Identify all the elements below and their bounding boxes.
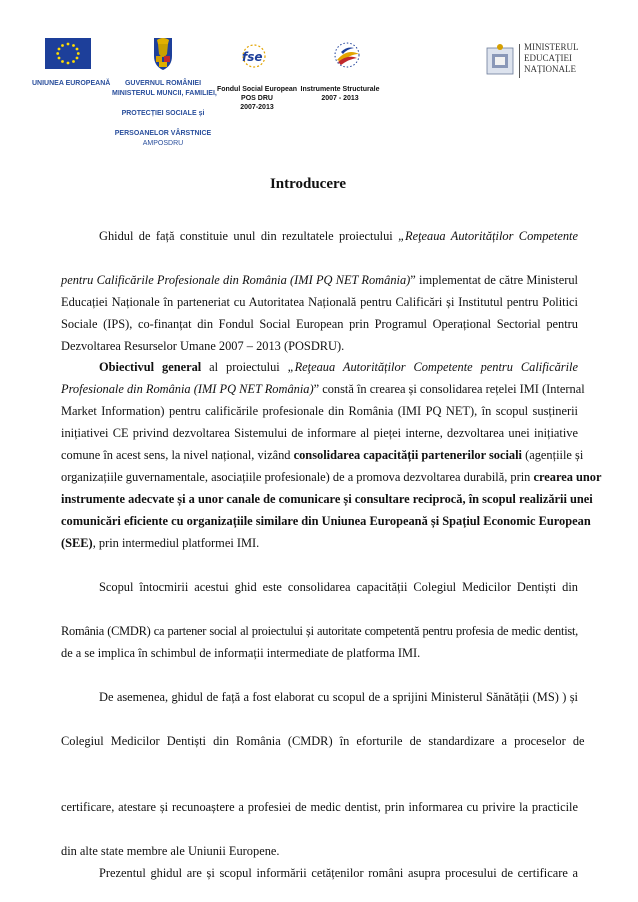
paragraph-2-line-6: organizațiile guvernamentale, asociațiile profesionale) de a promova dezvoltarea durabilă, prin crearea unor [61, 470, 602, 484]
ministry-logo-line-3: NAȚIONALE [524, 64, 576, 74]
gov-caption-5: AMPOSDRU [142, 140, 184, 147]
ministry-logo-divider [519, 44, 520, 78]
paragraph-4-line-1: De asemenea, ghidul de față a fost elaborat cu scopul de a sprijini Ministerul Sănătății (MS) ) și [99, 690, 578, 704]
paragraph-1-line-2: pentru Calificările Profesionale din România (IMI PQ NET România)” implementat de către Ministerul [61, 273, 578, 287]
page-title: Introducere [269, 176, 347, 192]
fse-caption-2: POS DRU [241, 95, 273, 102]
paragraph-1-line-3: Educației Naționale în parteneriat cu Autoritatea Națională pentru Calificări și Institutul pentru Politici [61, 295, 578, 309]
ministry-logo-line-1: MINISTERUL [524, 42, 579, 52]
ministry-education-logo [484, 42, 516, 78]
eu-caption: UNIUNEA EUROPEANĂ [32, 80, 111, 87]
paragraph-4-line-2: Colegiul Medicilor Dentiști din România (CMDR) în eforturile de standardizare a proceselor de [61, 734, 585, 748]
eu-flag-logo [45, 38, 91, 69]
paragraph-2-line-9: (SEE), prin intermediul platformei IMI. [61, 536, 260, 550]
paragraph-1-line-5: Dezvoltarea Resurselor Umane 2007 – 2013 (POSDRU). [61, 339, 345, 353]
fse-logo [238, 42, 268, 70]
paragraph-2-line-4: inițiativei CE privind dezvoltarea Sistemului de informare al pieței interne, dezvoltarea unei inițiative [61, 426, 578, 440]
is-caption-1: Instrumente Structurale [300, 86, 380, 93]
paragraph-2-line-5: comune în acest sens, la nivel național, vizând consolidarea capacității partenerilor sociali (agențiile și [61, 448, 584, 462]
paragraph-3-line-2: România (CMDR) ca partener social al proiectului și autoritate competentă pentru profesia de medic dentist, [61, 624, 578, 638]
paragraph-2-line-8: comunicări eficiente cu organizațiile similare din Uniunea Europeană și Spațiul Economic European [61, 514, 591, 528]
fse-caption-1: Fondul Social European [216, 86, 298, 93]
fse-logo-text: fse [242, 50, 263, 64]
paragraph-4-line-3: certificare, atestare și recunoaștere a profesiei de medic dentist, prin informarea cu privire la practicile [61, 800, 578, 814]
paragraph-5-line-1: Prezentul ghidul are și scopul informării cetățenilor români asupra procesului de certificare a [99, 866, 578, 880]
romania-coat-of-arms-logo [150, 34, 176, 72]
paragraph-4-line-4: din alte state membre ale Uniunii Europene. [61, 844, 280, 858]
paragraph-2-line-1: Obiectivul general al proiectului „Reţeaua Autorităților Competente pentru Calificările [99, 360, 578, 374]
paragraph-2-line-3: Market Information) pentru calificările profesionale din România (IMI PQ NET), în scopul susținerii [61, 404, 578, 418]
gov-caption-3: PROTECȚIEI SOCIALE și [121, 110, 205, 117]
gov-caption-1: GUVERNUL ROMÂNIEI [124, 80, 202, 87]
fse-caption-3: 2007-2013 [240, 104, 274, 111]
gov-caption-4: PERSOANELOR VÂRSTNICE [114, 130, 212, 137]
gov-caption-2: MINISTERUL MUNCII, FAMILIEI, [112, 90, 217, 97]
paragraph-2-line-7: instrumente adecvate și a unor canale de comunicare și consultare reciprocă, în scopul realizării unei [61, 492, 593, 506]
structural-instruments-logo [332, 40, 362, 70]
ministry-logo-line-2: EDUCAȚIEI [524, 53, 572, 63]
paragraph-2-line-2: Profesionale din România (IMI PQ NET România)” constă în crearea și consolidarea rețelei IMI (Internal [61, 382, 585, 396]
paragraph-3-line-1: Scopul întocmirii acestui ghid este consolidarea capacității Colegiul Medicilor Dentiști din [99, 580, 578, 594]
paragraph-1-line-4: Sociale (IPS), co-finanțat din Fondul Social European prin Programul Operațional Sectorial pentru [61, 317, 578, 331]
paragraph-1-line-1: Ghidul de față constituie unul din rezultatele proiectului „Reţeaua Autorităților Competente [99, 229, 578, 243]
is-caption-2: 2007 - 2013 [321, 95, 359, 102]
paragraph-3-line-3: de a se implica în schimbul de informații intermediate de platforma IMI. [61, 646, 421, 660]
